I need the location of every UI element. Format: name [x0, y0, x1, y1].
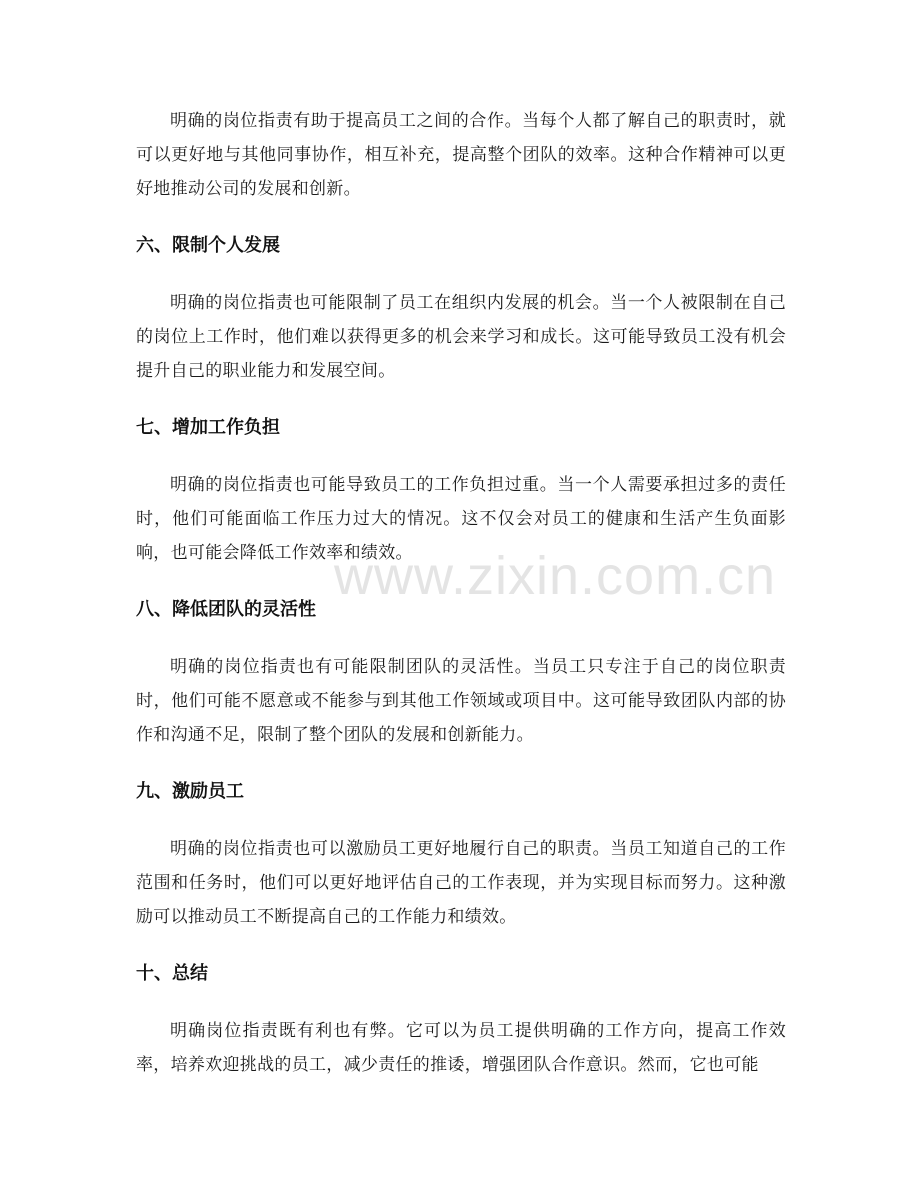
heading-section-7: 七、增加工作负担 [136, 417, 280, 438]
paragraph-section-7: 明确的岗位指责也可能导致员工的工作负担过重。当一个人需要承担过多的责任时，他们可能面临工作压力过大的情况。这不仅会对员工的健康和生活产生负面影响，也可能会降低工作效率和绩效。 [136, 475, 786, 563]
paragraph-section-9: 明确的岗位指责也可以激励员工更好地履行自己的职责。当员工知道自己的工作范围和任务时，他们可以更好地评估自己的工作表现，并为实现目标而努力。这种激励可以推动员工不断提高自己的工作能力和绩效。 [136, 839, 786, 927]
paragraph-section-6: 明确的岗位指责也可能限制了员工在组织内发展的机会。当一个人被限制在自己的岗位上工作时，他们难以获得更多的机会来学习和成长。这可能导致员工没有机会提升自己的职业能力和发展空间。 [136, 293, 786, 381]
heading-section-6: 六、限制个人发展 [136, 235, 280, 256]
document-body [136, 104, 786, 1082]
watermark: www.zixin.com.cn [334, 546, 777, 606]
heading-section-8: 八、降低团队的灵活性 [136, 599, 316, 620]
paragraph-section-10: 明确岗位指责既有利也有弊。它可以为员工提供明确的工作方向，提高工作效率，培养欢迎挑战的员工，减少责任的推诿，增强团队合作意识。然而，它也可能 [136, 1021, 786, 1075]
heading-section-10: 十、总结 [136, 963, 208, 984]
paragraph-section-8: 明确的岗位指责也有可能限制团队的灵活性。当员工只专注于自己的岗位职责时，他们可能不愿意或不能参与到其他工作领域或项目中。这可能导致团队内部的协作和沟通不足，限制了整个团队的发展和创新能力。 [136, 657, 786, 745]
paragraph-intro: 明确的岗位指责有助于提高员工之间的合作。当每个人都了解自己的职责时，就可以更好地与其他同事协作，相互补充，提高整个团队的效率。这种合作精神可以更好地推动公司的发展和创新。 [136, 111, 786, 199]
heading-section-9: 九、激励员工 [136, 781, 244, 802]
